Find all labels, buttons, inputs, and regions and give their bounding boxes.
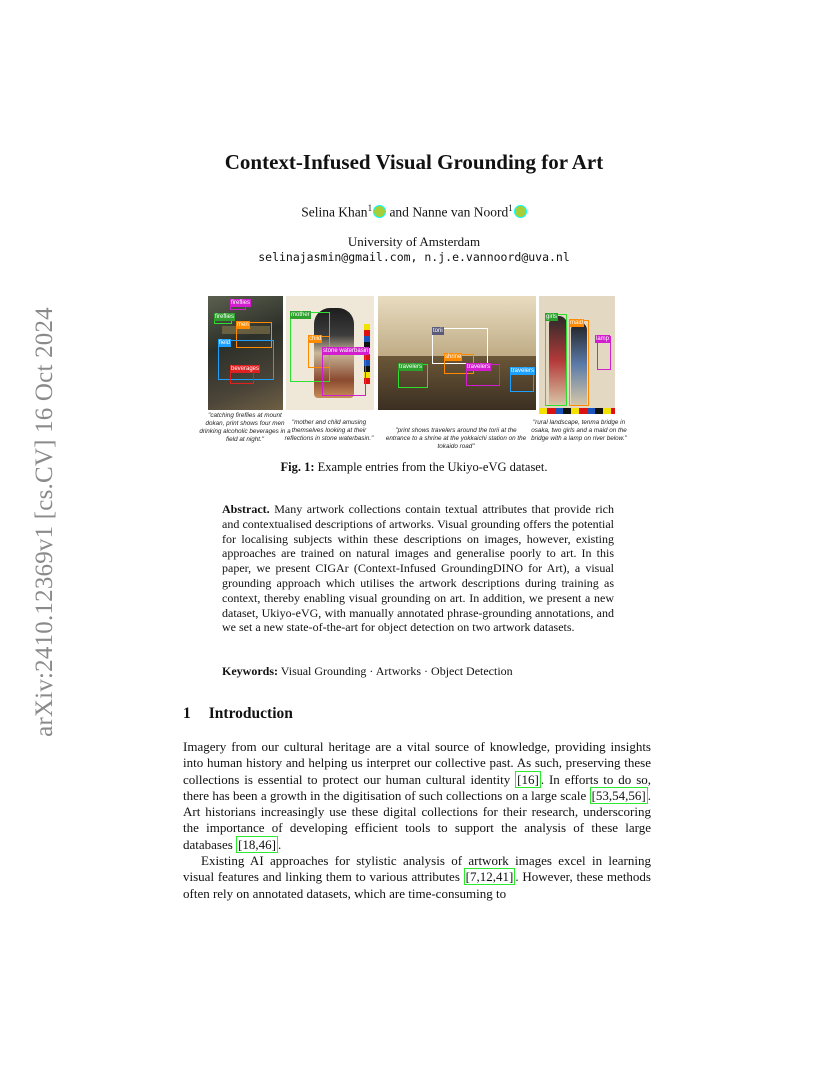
text: Existing AI approaches for stylistic analysis of artwork images excel in learning visual features and linking them to various attributes [183,853,651,885]
paragraph [183,853,651,902]
figure-panel-2 [286,296,374,410]
author-1: Selina Khan [301,204,368,220]
citation-link[interactable]: [18,46] [238,836,276,852]
section-title: Introduction [208,705,293,722]
figure-tag: travelers [467,364,491,370]
figure-tag: fireflies [215,314,235,320]
text: . In efforts to do so, there has been a growth in the digitisation of such collections on a large scale [183,771,651,803]
figure-caption-3: "print shows travelers around the torii at the entrance to a shrine at the yokkaichi station on the tokaido road" [385,427,527,450]
keywords-text: Visual Grounding · Artworks · Object Detection [278,664,513,678]
figure-tag: mother [291,312,310,318]
abstract [222,502,614,635]
author-1-affil: 1 [367,203,373,213]
figure-tag: men [237,322,249,328]
figure-caption-2: "mother and child amusing themselves looking at their reflections in stone waterbasin." [284,419,374,442]
figure-tag: shrine [445,354,462,360]
figure-tag: child [309,336,322,342]
figure-tag: fireflies [231,300,251,306]
figure-tag: girls [546,314,558,320]
section-heading [183,705,311,723]
figure-tag: field [219,340,231,346]
paper-title: Context-Infused Visual Grounding for Art [224,150,604,174]
figure-tag: maid [570,320,584,326]
keywords-label: Keywords: [222,664,278,678]
orcid-icon[interactable] [373,205,386,218]
keywords [222,664,614,679]
figure-caption-4: "rural landscape, tenma bridge in osaka, two girls and a maid on the bridge with a lamp on river below." [531,419,627,442]
abstract-label: Abstract. [222,502,270,516]
emails[interactable]: selinajasmin@gmail.com, n.j.e.vannoord@uva.nl [258,250,570,264]
arxiv-identifier: arXiv:2410.12369v1 [cs.CV] 16 Oct 2024 [31,307,58,737]
figure-tag: beverages [231,366,260,372]
figure-panel-1 [208,296,283,410]
figure-tag: stone waterbasin [323,348,369,354]
abstract-text: Many artwork collections contain textual attributes that provide rich and contextualised descriptions of artworks. Visual grounding offers the potential for localising subjects within these descriptions on images, however, existing approaches are trained on natural images and generalise poorly to art. In this paper, we present CIGAr (Context-Infused GroundingDINO for Art), a visual grounding approach which utilises the artwork descriptions during training as context, thereby enabling visual grounding on art. In addition, we present a new dataset, Ukiyo-eVG, with manually annotated phrase-grounding annotations, and we set a new state-of-the-art for object detection on two artwork datasets. [222,502,614,635]
figure-tag: travelers [511,368,535,374]
figure-tag: torii [433,328,443,334]
affiliation: University of Amsterdam [347,234,481,249]
figure-label: Fig. 1: [280,460,315,474]
figure-caption-text: Example entries from the Ukiyo-eVG dataset. [314,460,548,474]
paragraph [183,739,651,853]
author-conjunction: and [386,204,413,220]
citation-link[interactable]: [16] [517,771,539,787]
authors [0,203,828,221]
figure-panel-4 [539,296,615,414]
introduction-body [183,739,651,902]
figure-caption-1: "catching fireflies at mount dokan, print shows four men drinking alcoholic beverages in a field at night." [199,412,291,443]
text: . However, these methods often rely on annotated datasets, which are time-consuming to [183,869,651,901]
section-number: 1 [183,705,191,722]
orcid-icon[interactable] [514,205,527,218]
author-2: Nanne van Noord [412,204,509,220]
figure-tag: travelers [399,364,423,370]
figure-tag: lamp [596,336,610,342]
figure-panel-3 [378,296,536,410]
text: Imagery from our cultural heritage are a vital source of knowledge, providing insights into human history and helping us interpret our collective past. As such, preserving these collections is essential to protect our human cultural identity [183,739,651,787]
text: . Art historians increasingly use these digital collections for their research, underscoring the importance of developing efficient tools to support the analysis of these large databases [183,787,651,852]
figure-caption [0,460,828,475]
author-2-affil: 1 [508,203,513,213]
citation-link[interactable]: [7,12,41] [465,869,514,885]
text: . [277,836,282,852]
citation-link[interactable]: [53,54,56] [591,787,646,803]
